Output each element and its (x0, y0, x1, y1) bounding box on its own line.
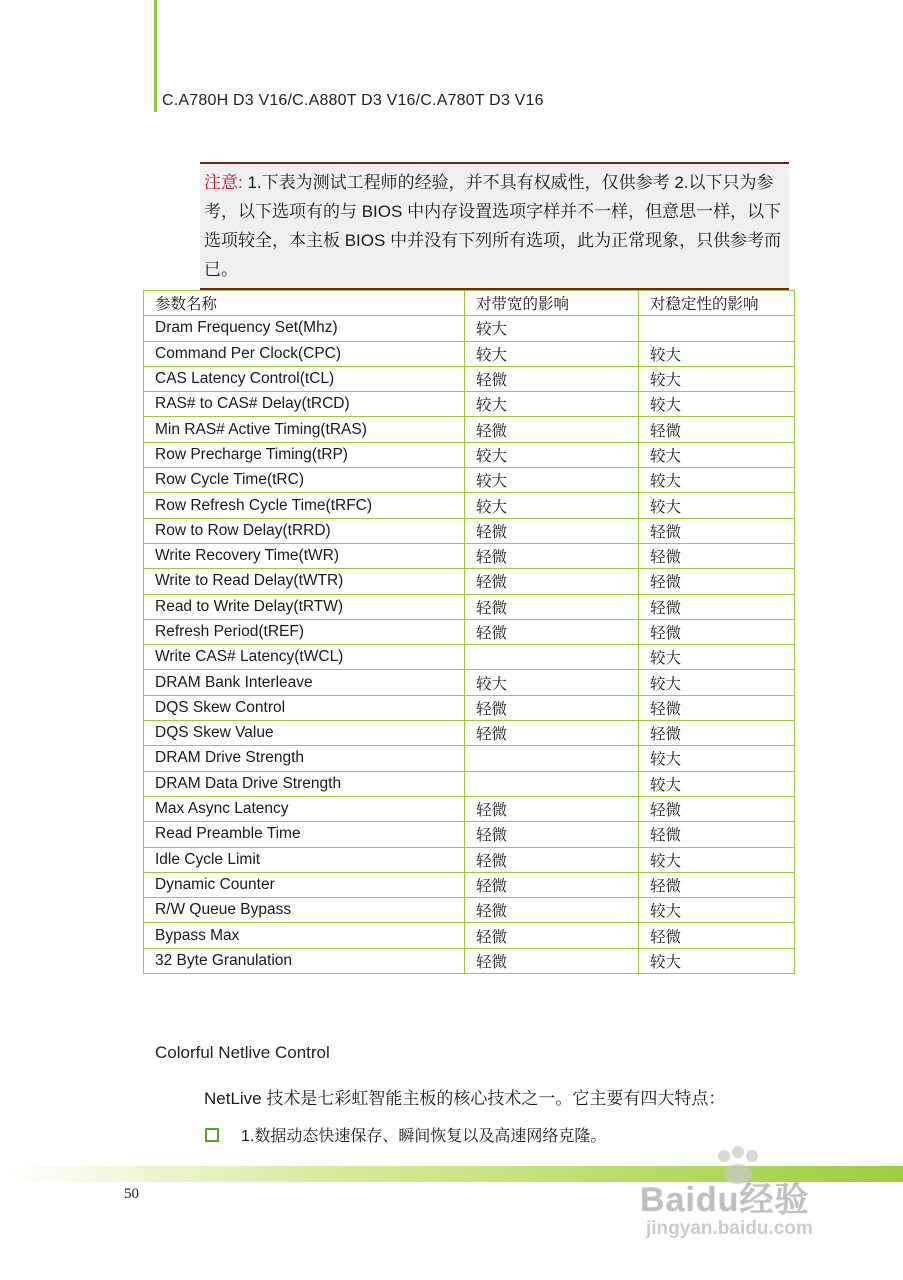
bandwidth-impact-cell: 轻微 (465, 695, 639, 720)
table-row (144, 670, 795, 695)
parameter-name-cell: DRAM Data Drive Strength (144, 771, 465, 796)
table-row (144, 923, 795, 948)
note-box (200, 162, 789, 290)
table-row (144, 771, 795, 796)
stability-impact-cell: 轻微 (639, 543, 795, 568)
stability-impact-cell: 轻微 (639, 822, 795, 847)
stability-impact-cell: 轻微 (639, 695, 795, 720)
bandwidth-impact-cell: 轻微 (465, 569, 639, 594)
watermark-url: jingyan.baidu.com (646, 1218, 813, 1239)
stability-impact-cell: 轻微 (639, 417, 795, 442)
parameter-name-cell: Row Refresh Cycle Time(tRFC) (144, 493, 465, 518)
bandwidth-impact-cell: 轻微 (465, 872, 639, 897)
bandwidth-impact-cell: 较大 (465, 493, 639, 518)
bandwidth-impact-cell: 轻微 (465, 847, 639, 872)
parameter-name-cell: DRAM Bank Interleave (144, 670, 465, 695)
parameter-name-cell: 32 Byte Granulation (144, 948, 465, 973)
note-label: 注意: (204, 173, 243, 192)
bandwidth-impact-cell: 较大 (465, 316, 639, 341)
parameter-name-cell: Idle Cycle Limit (144, 847, 465, 872)
stability-impact-cell: 轻微 (639, 796, 795, 821)
section-title: Colorful Netlive Control (155, 1043, 330, 1062)
parameter-name-cell: Row Precharge Timing(tRP) (144, 442, 465, 467)
table-row (144, 796, 795, 821)
parameter-name-cell: Read to Write Delay(tRTW) (144, 594, 465, 619)
baidu-watermark (640, 1146, 860, 1256)
table-row (144, 518, 795, 543)
parameter-name-cell: CAS Latency Control(tCL) (144, 366, 465, 391)
table-row (144, 948, 795, 973)
parameter-name-cell: Bypass Max (144, 923, 465, 948)
bandwidth-impact-cell: 轻微 (465, 594, 639, 619)
table-row (144, 695, 795, 720)
bandwidth-impact-cell (465, 645, 639, 670)
bandwidth-impact-cell: 较大 (465, 442, 639, 467)
note-text: 1.下表为测试工程师的经验，并不具有权威性，仅供参考 2.以下只为参考，以下选项有的与 BIOS 中内存设置选项字样并不一样，但意思一样，以下选项较全，本主板 BIOS 中并没有下列所有选项，此为正常现象，只供参考而已。 (204, 173, 782, 279)
bandwidth-impact-cell: 较大 (465, 670, 639, 695)
page-number: 50 (124, 1186, 139, 1202)
parameter-name-cell: Row Cycle Time(tRC) (144, 468, 465, 493)
bandwidth-impact-cell: 轻微 (465, 518, 639, 543)
parameter-name-cell: Write to Read Delay(tWTR) (144, 569, 465, 594)
table-row (144, 721, 795, 746)
table-header-cell: 对稳定性的影响 (639, 291, 795, 316)
stability-impact-cell: 轻微 (639, 594, 795, 619)
table-row (144, 619, 795, 644)
stability-impact-cell: 轻微 (639, 923, 795, 948)
bandwidth-impact-cell: 轻微 (465, 898, 639, 923)
parameter-name-cell: DQS Skew Control (144, 695, 465, 720)
watermark-brand: Baidu经验 (640, 1181, 810, 1219)
parameter-name-cell: Command Per Clock(CPC) (144, 341, 465, 366)
bandwidth-impact-cell: 轻微 (465, 721, 639, 746)
table-row (144, 392, 795, 417)
bandwidth-impact-cell: 较大 (465, 392, 639, 417)
parameter-name-cell: Write Recovery Time(tWR) (144, 543, 465, 568)
feature-list-item (205, 1123, 606, 1146)
parameter-name-cell: Max Async Latency (144, 796, 465, 821)
table-header-cell: 对带宽的影响 (465, 291, 639, 316)
stability-impact-cell: 较大 (639, 366, 795, 391)
bandwidth-impact-cell: 轻微 (465, 948, 639, 973)
table-header-row (144, 291, 795, 316)
bandwidth-impact-cell: 较大 (465, 341, 639, 366)
table-row (144, 417, 795, 442)
parameter-name-cell: Dynamic Counter (144, 872, 465, 897)
table-row (144, 569, 795, 594)
bandwidth-impact-cell: 轻微 (465, 923, 639, 948)
bandwidth-impact-cell (465, 746, 639, 771)
stability-impact-cell: 轻微 (639, 518, 795, 543)
page-header-title: C.A780H D3 V16/C.A880T D3 V16/C.A780T D3 V16 (162, 92, 544, 109)
stability-impact-cell: 较大 (639, 341, 795, 366)
stability-impact-cell: 较大 (639, 847, 795, 872)
bandwidth-impact-cell: 轻微 (465, 822, 639, 847)
header-accent-line (154, 0, 157, 112)
table-row (144, 341, 795, 366)
table-row (144, 645, 795, 670)
feature-text: 1.数据动态快速保存、瞬间恢复以及高速网络克隆。 (241, 1128, 607, 1145)
table-row (144, 543, 795, 568)
table-row (144, 468, 795, 493)
table-row (144, 872, 795, 897)
stability-impact-cell: 较大 (639, 670, 795, 695)
table-header-cell: 参数名称 (144, 291, 465, 316)
parameter-name-cell: Read Preamble Time (144, 822, 465, 847)
parameter-name-cell: RAS# to CAS# Delay(tRCD) (144, 392, 465, 417)
parameter-name-cell: Dram Frequency Set(Mhz) (144, 316, 465, 341)
parameter-name-cell: R/W Queue Bypass (144, 898, 465, 923)
table-row (144, 898, 795, 923)
parameter-name-cell: Row to Row Delay(tRRD) (144, 518, 465, 543)
stability-impact-cell: 轻微 (639, 619, 795, 644)
parameter-name-cell: Refresh Period(tREF) (144, 619, 465, 644)
stability-impact-cell: 较大 (639, 645, 795, 670)
stability-impact-cell: 较大 (639, 746, 795, 771)
stability-impact-cell: 较大 (639, 493, 795, 518)
stability-impact-cell: 较大 (639, 771, 795, 796)
memory-parameters-table (143, 290, 795, 974)
checkbox-bullet-icon (205, 1128, 219, 1142)
bandwidth-impact-cell: 轻微 (465, 619, 639, 644)
stability-impact-cell: 轻微 (639, 569, 795, 594)
stability-impact-cell: 轻微 (639, 872, 795, 897)
bandwidth-impact-cell: 轻微 (465, 366, 639, 391)
netlive-intro-text: NetLive 技术是七彩虹智能主板的核心技术之一。它主要有四大特点： (204, 1089, 726, 1108)
table-row (144, 366, 795, 391)
parameter-name-cell: DQS Skew Value (144, 721, 465, 746)
table-row (144, 316, 795, 341)
parameter-name-cell: Write CAS# Latency(tWCL) (144, 645, 465, 670)
stability-impact-cell: 较大 (639, 442, 795, 467)
bandwidth-impact-cell: 轻微 (465, 796, 639, 821)
stability-impact-cell: 较大 (639, 948, 795, 973)
bandwidth-impact-cell (465, 771, 639, 796)
bandwidth-impact-cell: 轻微 (465, 417, 639, 442)
bandwidth-impact-cell: 轻微 (465, 543, 639, 568)
parameter-name-cell: DRAM Drive Strength (144, 746, 465, 771)
stability-impact-cell: 较大 (639, 392, 795, 417)
stability-impact-cell: 轻微 (639, 721, 795, 746)
stability-impact-cell: 较大 (639, 898, 795, 923)
parameter-name-cell: Min RAS# Active Timing(tRAS) (144, 417, 465, 442)
table-row (144, 847, 795, 872)
table-row (144, 493, 795, 518)
bandwidth-impact-cell: 较大 (465, 468, 639, 493)
table-row (144, 594, 795, 619)
stability-impact-cell: 较大 (639, 468, 795, 493)
table-row (144, 442, 795, 467)
table-row (144, 822, 795, 847)
table-row (144, 746, 795, 771)
stability-impact-cell (639, 316, 795, 341)
